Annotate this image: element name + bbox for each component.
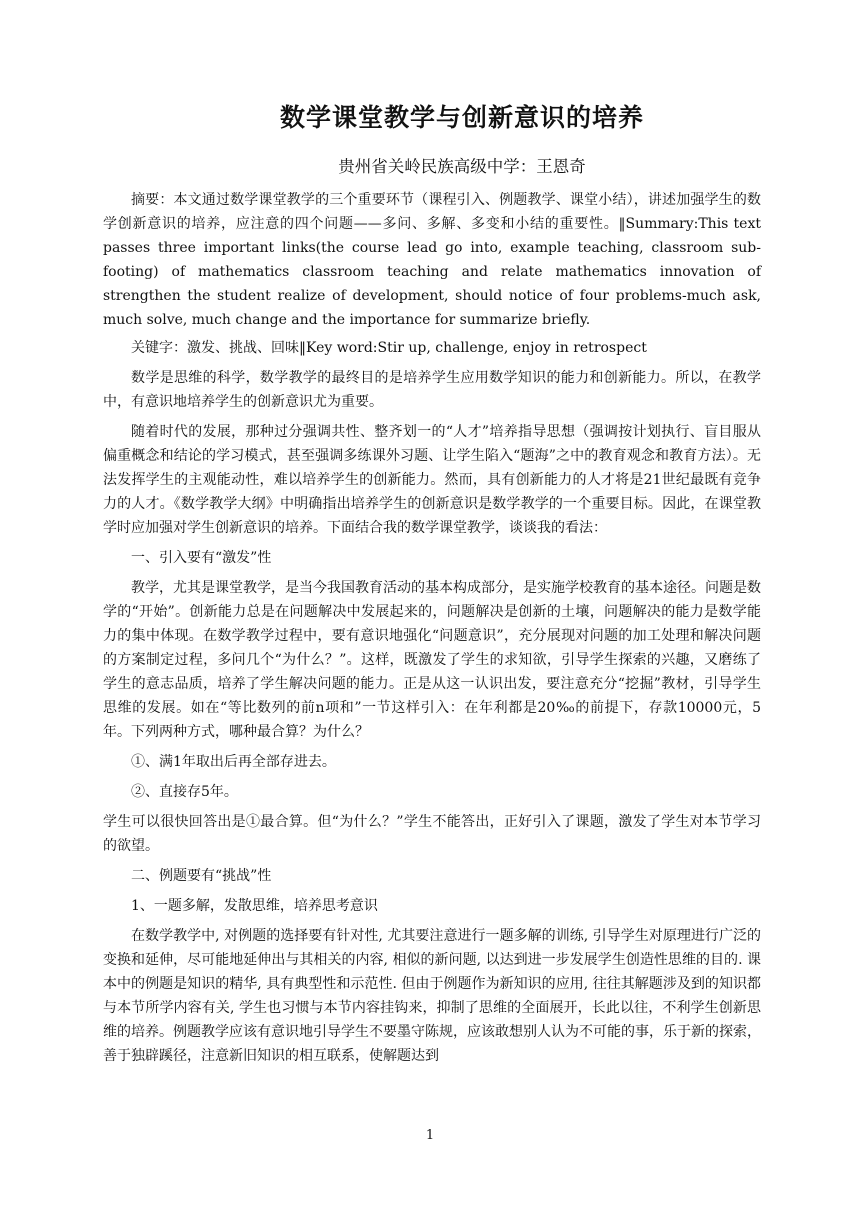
abstract-paragraph: 摘要：本文通过数学课堂教学的三个重要环节（课程引入、例题教学、课堂小结），讲述加强学生的数学创新意识的培养，应注意的四个问题——多问、多解、多变和小结的重要性。‖Summary:This text passes three important links(the course lead go into, example teaching, classroom sub-footing) of mathematics classroom teaching and relate mathematics innovation of strengthen the student realize of development, should notice of four problems-much ask, much solve, much change and the importance for summarize briefly. — [103, 192, 761, 328]
subsection-heading: 1、一题多解，发散思维，培养思考意识 — [131, 898, 378, 914]
body-paragraph: 随着时代的发展，那种过分强调共性、整齐划一的“人才”培养指导思想（强调按计划执行、盲目服从偏重概念和结论的学习模式，甚至强调多练课外习题、让学生陷入“题海”之中的教育观念和教育方法）。无法发挥学生的主观能动性，难以培养学生的创新能力。然而，具有创新能力的人才将是21世纪最既有竞争力的人才。《数学教学大纲》中明确指出培养学生的创新意识是数学教学的一个重要目标。因此，在课堂教学时应加强对学生创新意识的培养。下面结合我的数学课堂教学，谈谈我的看法： — [103, 424, 761, 536]
body-paragraph: 在数学教学中, 对例题的选择要有针对性, 尤其要注意进行一题多解的训练, 引导学生对原理进行广泛的变换和延伸，尽可能地延伸出与其相关的内容, 相似的新问题, 以达到进一步发展学生创造性思维的目的. 课本中的例题是知识的精华, 具有典型性和示范性. 但由于例题作为新知识的应用, 往往其解题涉及到的知识都与本节所学内容有关, 学生也习惯与本节内容挂钩来，抑制了思维的全面展开，长此以往，不利学生创新思维的培养。例题教学应该有意识地引导学生不要墨守陈规，应该敢想别人认为不可能的事，乐于新的探索，善于独辟蹊径，注意新旧知识的相互联系，使解题达到 — [103, 928, 761, 1064]
body-paragraph: 教学，尤其是课堂教学，是当今我国教育活动的基本构成部分，是实施学校教育的基本途径。问题是数学的“开始”。创新能力总是在问题解决中发展起来的，问题解决是创新的土壤，问题解决的能力是数学能力的集中体现。在数学教学过程中，要有意识地强化“问题意识”，充分展现对问题的加工处理和解决问题的方案制定过程，多问几个“为什么？”。这样，既激发了学生的求知欲，引导学生探索的兴趣，又磨练了学生的意志品质，培养了学生解决问题的能力。正是从这一认识出发，要注意充分“挖掘”教材，引导学生思维的发展。如在“等比数列的前n项和”一节这样引入：在年利都是20‰的前提下，存款10000元，5年。下列两种方式，哪种最合算？为什么？ — [103, 580, 761, 740]
body-paragraph: 数学是思维的科学，数学教学的最终目的是培养学生应用数学知识的能力和创新能力。所以，在教学中，有意识地培养学生的创新意识尤为重要。 — [103, 370, 761, 410]
keywords-line: 关键字：激发、挑战、回味‖Key word:Stir up, challenge, enjoy in retrospect — [131, 340, 647, 356]
list-item: ②、直接存5年。 — [131, 784, 238, 800]
document-body — [103, 96, 761, 1068]
body-paragraph: 学生可以很快回答出是①最合算。但“为什么？”学生不能答出，正好引入了课题，激发了学生对本节学习的欲望。 — [103, 814, 761, 854]
author-line: 贵州省关岭民族高级中学：王恩奇 — [338, 157, 586, 176]
list-item: ①、满1年取出后再全部存进去。 — [131, 754, 336, 770]
section-heading: 一、引入要有“激发”性 — [131, 550, 272, 566]
document-title: 数学课堂教学与创新意识的培养 — [279, 103, 644, 132]
section-heading: 二、例题要有“挑战”性 — [131, 868, 272, 884]
page-number: 1 — [425, 1128, 435, 1143]
